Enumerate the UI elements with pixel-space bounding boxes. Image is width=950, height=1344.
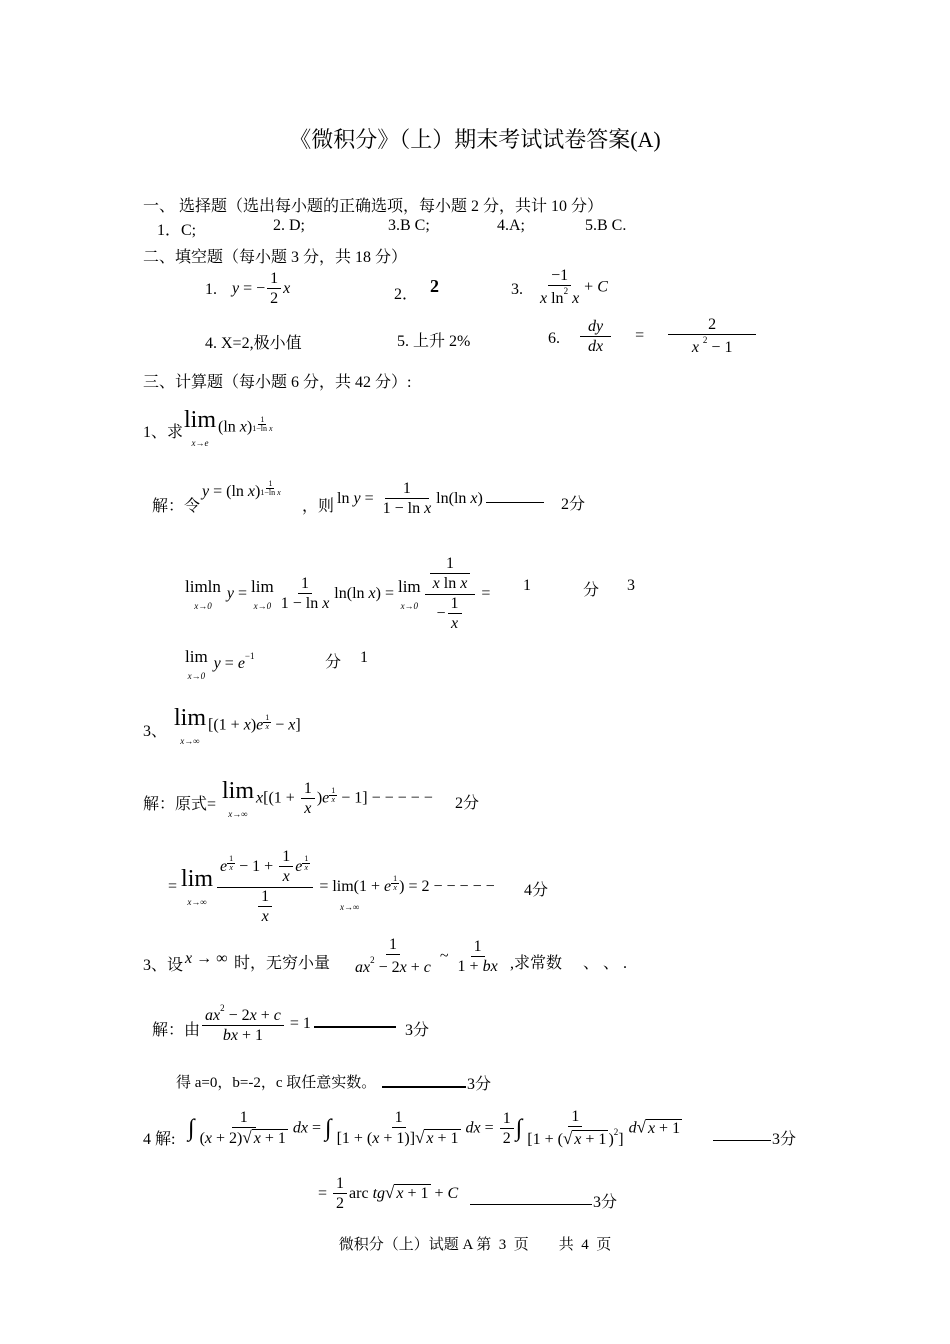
fill-q1-label: 1. bbox=[205, 281, 217, 298]
problem1-sol-formula-2: ln y = $\frac{1}{\text{1 − ln x}}$ ln(ln x) bbox=[337, 480, 547, 519]
section3-heading: 三、计算题（每小题 6 分，共 42 分）: bbox=[143, 374, 412, 391]
problem3b-text2: ,求常数 bbox=[510, 955, 563, 972]
step-eq-1: 1 bbox=[523, 577, 531, 594]
fill-q1-formula: y = − $\frac{1}{2}$ x bbox=[232, 270, 291, 308]
fill-q3-label: 3. bbox=[511, 281, 523, 298]
problem3b-sol-formula: $\frac{ax^2 - 2x + c}{bx + 1}$ = 1 bbox=[200, 1003, 399, 1046]
problem1-sol-formula: y = (ln x) $\frac{1}{\text{1−ln x}}$ bbox=[202, 479, 281, 500]
problem3a-sol-formula: lim x→∞ x[(1 + $\frac{1}{x}$ )e $\frac{1}{x}$ − 1] − − − − − bbox=[222, 778, 433, 819]
fill-q5: 5. 上升 2% bbox=[397, 333, 471, 350]
fill-q4: 4. X=2,极小值 bbox=[205, 335, 302, 352]
page-footer: 微积分（上）试题 A 第 3 页 共 4 页 bbox=[338, 1237, 612, 1253]
problem3b-cond: x → ∞ bbox=[185, 950, 228, 967]
problem3b-formula: $\frac{1}{ax^2 - 2x + c}$ ~ $\frac{1}{1 + bx}$ bbox=[355, 936, 498, 977]
fill-q2-answer: 2 bbox=[430, 276, 439, 296]
answer-2: 2. D; bbox=[273, 217, 305, 234]
problem3a-sol-prefix: 解：原式= bbox=[143, 796, 217, 813]
step-fen-3: 分 bbox=[583, 582, 600, 599]
problem1-sol-mid: ，则 bbox=[302, 498, 335, 515]
problem1-sol-prefix: 解：令 bbox=[152, 498, 201, 515]
section2-heading: 二、填空题（每小题 3 分，共 18 分） bbox=[143, 249, 408, 266]
problem1-result: lim x→0 $y = e^{-1}$ bbox=[185, 647, 255, 681]
problem4-score-3b: 3分 bbox=[593, 1194, 618, 1211]
answer-1: 1．C; bbox=[157, 222, 197, 239]
problem4-blank-1 bbox=[713, 1140, 771, 1141]
problem4-label: 4 解: bbox=[143, 1131, 176, 1148]
problem3a-score-2: 2分 bbox=[455, 795, 480, 812]
lim-subscript: x→∞ bbox=[340, 902, 360, 912]
fill-q2-label: 2． bbox=[394, 286, 419, 303]
problem3b-result: 得 a=0，b=-2，c 取任意实数。 bbox=[176, 1075, 377, 1091]
section1-heading: 一、 选择题（选出每小题的正确选项，每小题 2 分，共计 10 分） bbox=[143, 198, 604, 215]
problem4-formula: ∫ $\frac{1}{(x + 2)√ x + 1}$ dx = ∫ $\frac{1}{[1 + (x + 1)]√ x + 1}$ dx = $\frac{1}{2}$ ∫ $\frac{1}{[1 + (√ x + 1 )^2]}$ d√ x + 1 bbox=[188, 1108, 681, 1149]
problem4-blank-2 bbox=[470, 1204, 592, 1205]
problem1-formula: lim x→e (ln x) $\frac{1}{\text{1−ln x}}$ bbox=[184, 407, 273, 448]
problem3b-sol-prefix: 解：由 bbox=[152, 1022, 201, 1039]
problem3b-score-3a: 3分 bbox=[405, 1022, 430, 1039]
problem3a-score-4: 4分 bbox=[524, 882, 549, 899]
step-num-3: 3 bbox=[627, 577, 635, 594]
problem3b-blank bbox=[382, 1086, 466, 1088]
step-num-1: 1 bbox=[360, 649, 368, 666]
problem1-score-2: 2分 bbox=[561, 496, 586, 513]
fill-q6-label: 6. bbox=[548, 330, 560, 347]
fill-q6-formula: $\frac{dy}{dx}$ = $\frac{2}{x ^2 - 1}$ bbox=[578, 316, 758, 358]
problem3b-score-3b: 3分 bbox=[467, 1076, 492, 1093]
problem1-label: 1、求 bbox=[143, 424, 184, 441]
page-title: 《微积分》（上）期末考试试卷答案(A) bbox=[289, 127, 661, 152]
problem3b-label: 3、设 bbox=[143, 957, 184, 974]
problem3a-step-formula: = lim x→∞ e $\frac{1}{x}$ − 1 + $\frac{1}{x}$ e $\frac{1}{x}$ $\frac{1}{x}$ = lim(1 + e $\frac{1}{x}$ ) = 2 − − − − − bbox=[168, 848, 495, 925]
problem3b-text1: 时，无穷小量 bbox=[234, 955, 331, 972]
problem3b-tail: 、 、 . bbox=[583, 955, 628, 972]
problem4-score-3a: 3分 bbox=[772, 1131, 797, 1148]
problem4-result: = $\frac{1}{2}$ arc tg√ x + 1 + C bbox=[318, 1175, 459, 1213]
problem3a-label: 3、 bbox=[143, 723, 168, 740]
step-fen-1: 分 bbox=[325, 654, 342, 671]
answer-3: 3.B C; bbox=[388, 217, 430, 234]
answer-4: 4.A; bbox=[497, 217, 525, 234]
fill-q3-formula: $\frac{-1}{x \ln^2 x}$ + C bbox=[540, 267, 608, 308]
problem3a-formula: lim x→∞ [(1 + x)e $\frac{1}{x}$ − x] bbox=[174, 705, 301, 746]
problem1-step-formula: limln x→0 y = lim x→0 $\frac{1}{\text{1 − ln x}}$ ln(ln x) = lim x→0 $\frac{1}{\text{x ln x}}$ − $\frac{1}{x}$ = bbox=[185, 555, 491, 632]
answer-5: 5.B C. bbox=[585, 217, 627, 234]
